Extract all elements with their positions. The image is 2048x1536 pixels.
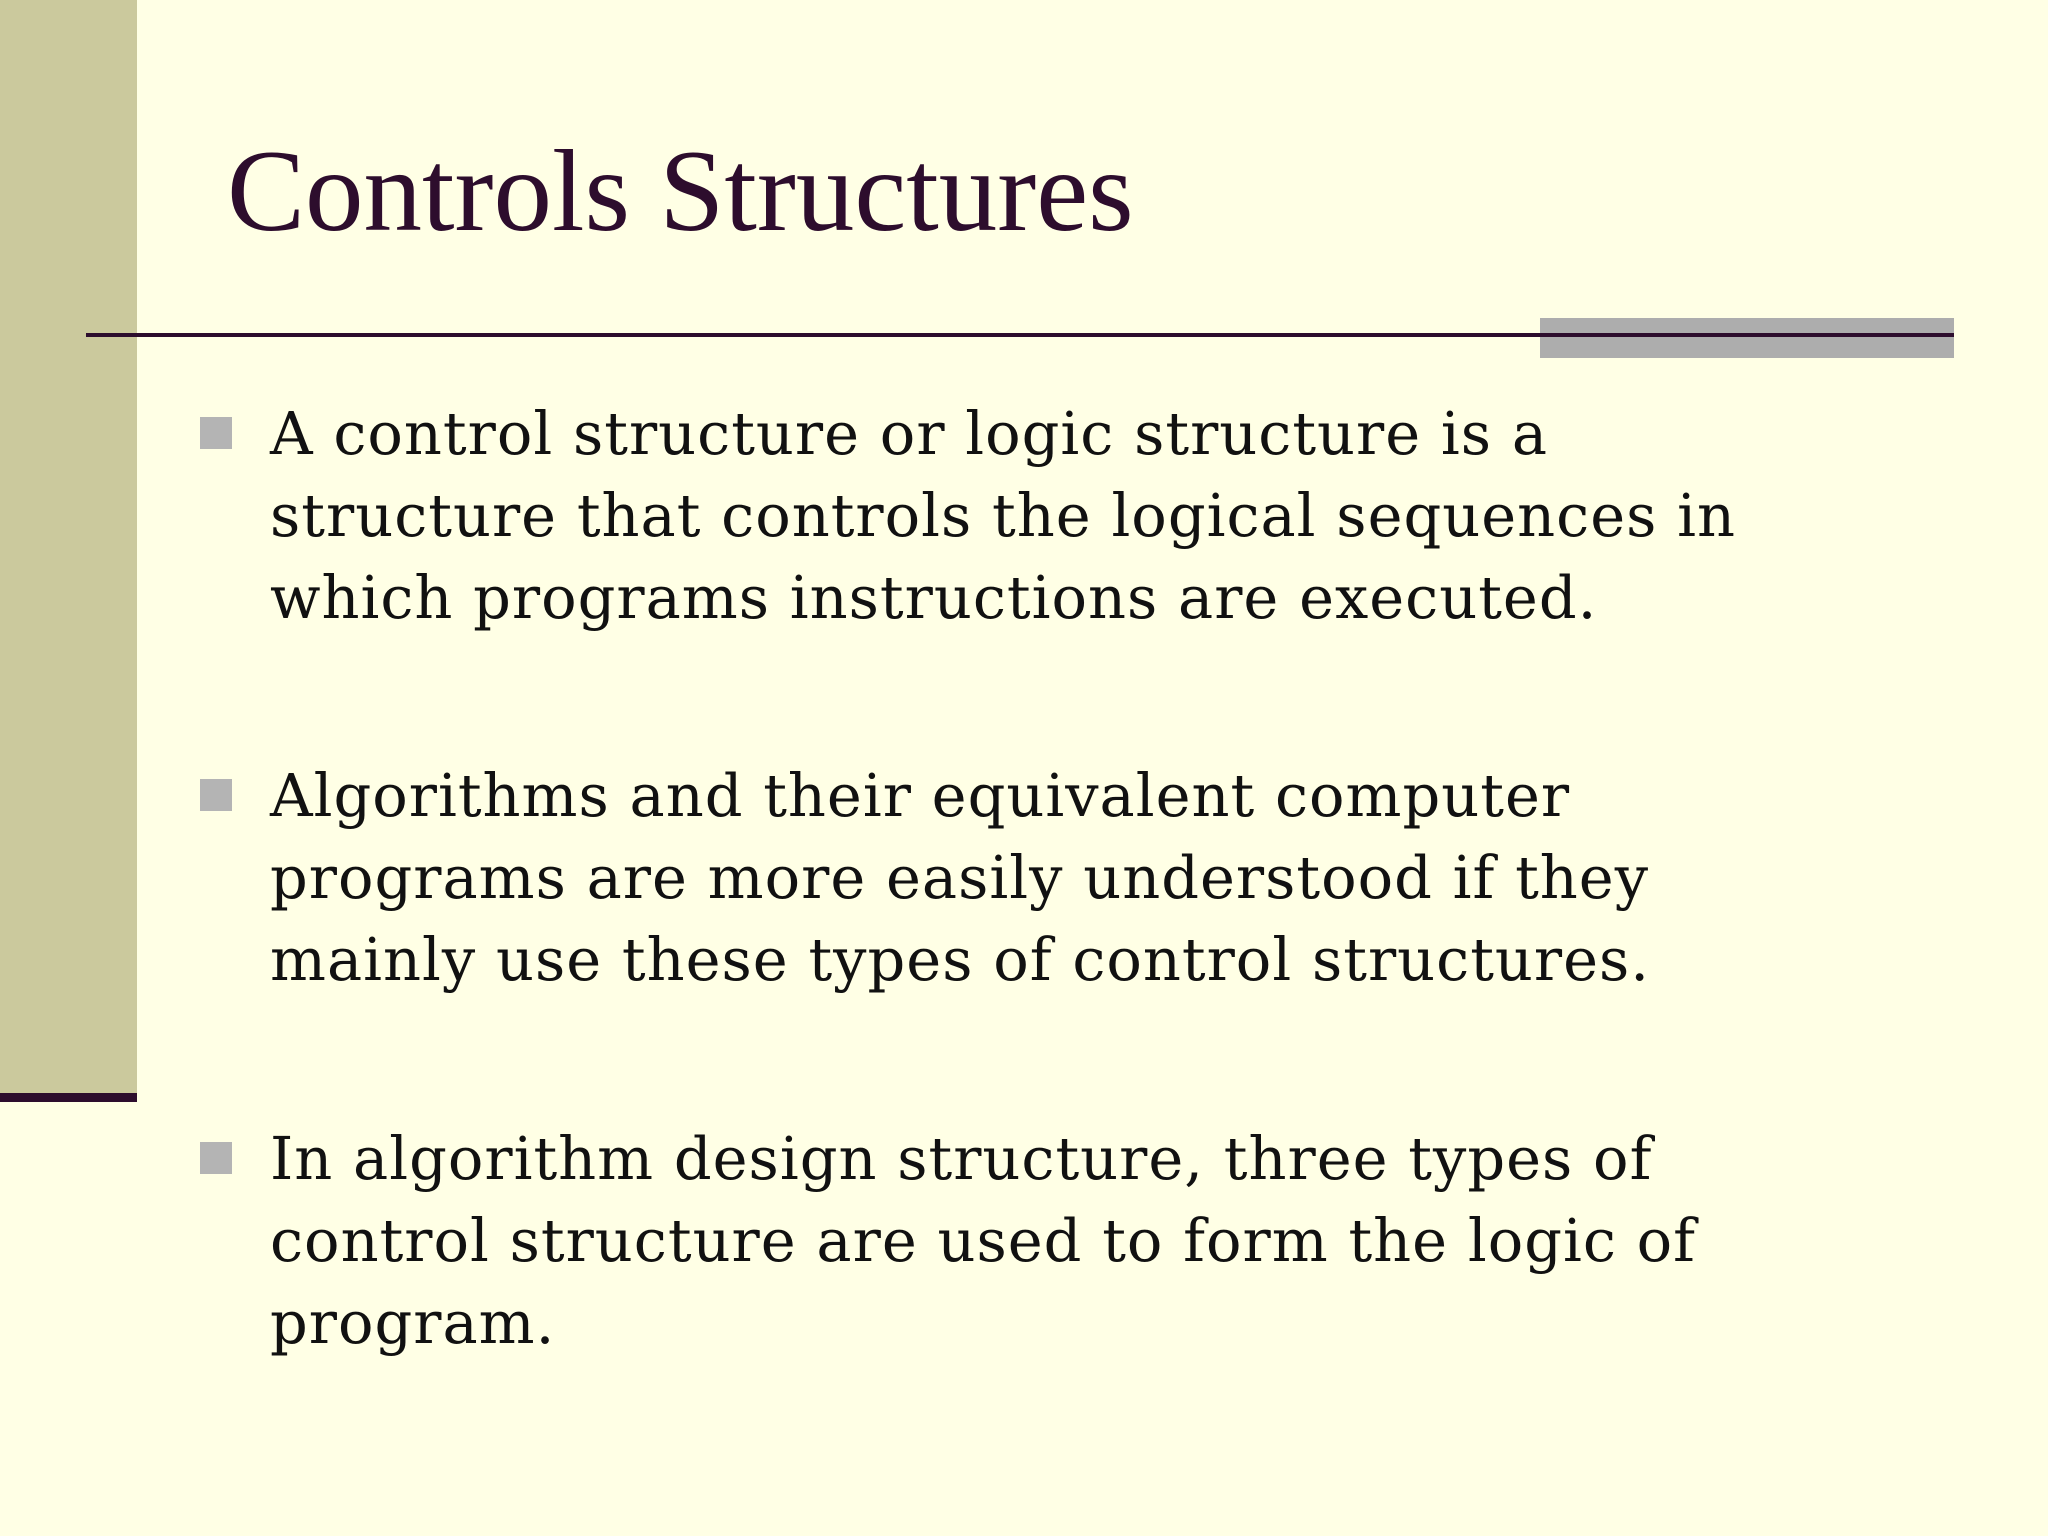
bullet-2-line-1: Algorithms and their equivalent computer xyxy=(270,761,1571,830)
square-bullet-icon xyxy=(200,1142,232,1174)
title-divider-accent-line xyxy=(1540,333,1954,337)
bullet-2-line-2: programs are more easily understood if they xyxy=(270,843,1650,912)
square-bullet-icon xyxy=(200,779,232,811)
bullet-3-line-3: program. xyxy=(270,1288,556,1357)
bullet-1-line-2: structure that controls the logical sequences in xyxy=(270,481,1737,550)
bullet-1-line-1: A control structure or logic structure is a xyxy=(270,399,1548,468)
slide-title: Controls Structures xyxy=(227,127,1134,256)
bullet-1-line-3: which programs instructions are executed. xyxy=(270,563,1598,632)
title-divider-accent xyxy=(1540,318,1954,358)
bullet-text-2 xyxy=(270,755,1930,1001)
bullet-text-3 xyxy=(270,1118,1930,1364)
bullet-text-1 xyxy=(270,393,1930,639)
bullet-2-line-3: mainly use these types of control structures. xyxy=(270,925,1651,994)
left-decorative-bar xyxy=(0,0,137,1093)
square-bullet-icon xyxy=(200,417,232,449)
left-bar-underline xyxy=(0,1093,137,1102)
bullet-3-line-1: In algorithm design structure, three types of xyxy=(270,1124,1653,1193)
bullet-3-line-2: control structure are used to form the logic of xyxy=(270,1206,1697,1275)
